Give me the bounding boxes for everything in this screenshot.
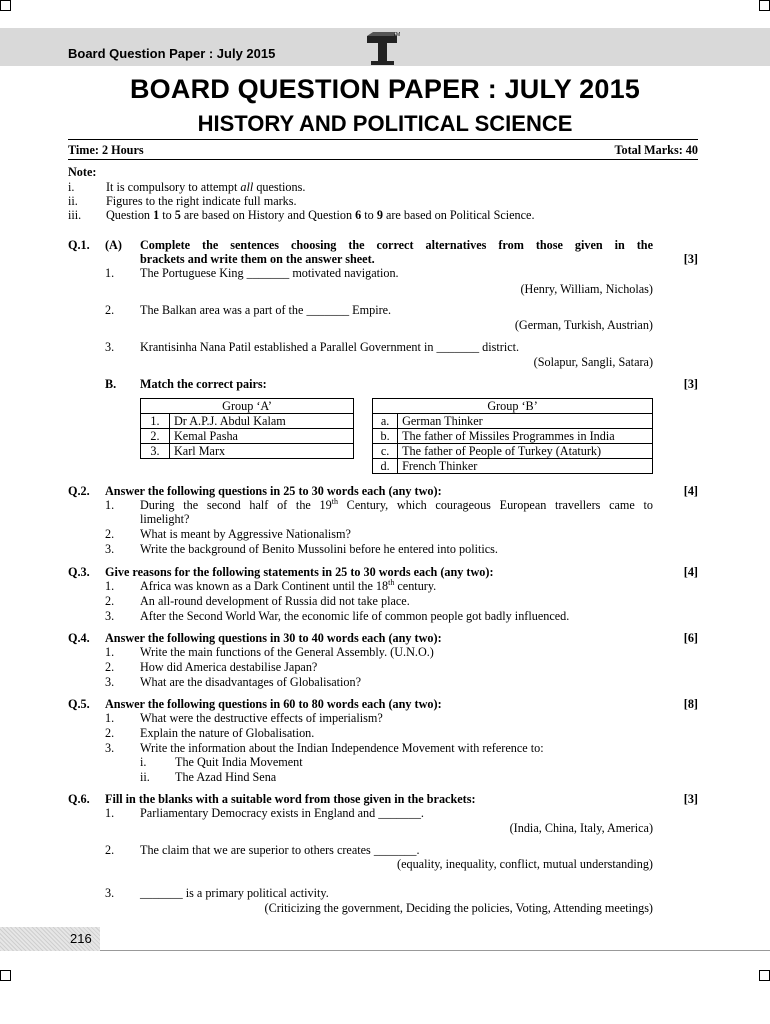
question-item: The Balkan area was a part of the _______ Empire.: [140, 303, 392, 317]
question-item: During the second half of the 19th Century, which courageous European travellers came to: [140, 496, 654, 512]
question-instruction: brackets and write them on the answer sheet.: [140, 252, 375, 266]
footer-divider: [100, 950, 770, 951]
item-number: 1.: [105, 498, 115, 512]
question-number: Q.4.: [68, 631, 90, 645]
item-number: 3.: [105, 886, 115, 900]
row-letter: b.: [373, 429, 398, 444]
section-label: B.: [105, 377, 117, 391]
question-item: Krantisinha Nana Patil established a Parallel Government in _______ district.: [140, 340, 520, 354]
group-b-cell: The father of Missiles Programmes in India: [398, 429, 653, 444]
group-a-cell: Kemal Pasha: [170, 429, 354, 444]
marks: [4]: [683, 484, 698, 498]
question-item: After the Second World War, the economic life of common people got badly influenced.: [140, 609, 570, 623]
table-row: [141, 459, 653, 474]
question-item: _______ is a primary political activity.: [140, 886, 329, 900]
table-row: [141, 414, 653, 429]
options: (equality, inequality, conflict, mutual understanding): [397, 857, 653, 871]
question-item: How did America destabilise Japan?: [140, 660, 318, 674]
item-number: 1.: [105, 806, 115, 820]
item-number: 3.: [105, 542, 115, 556]
item-number: 3.: [105, 340, 115, 354]
question-item: What is meant by Aggressive Nationalism?: [140, 527, 351, 541]
running-title: Board Question Paper : July 2015: [68, 46, 276, 61]
crop-mark: [0, 0, 11, 11]
section-label: (A): [105, 238, 122, 252]
divider: [68, 159, 698, 160]
marks: [6]: [683, 631, 698, 645]
table-row: [141, 429, 653, 444]
row-number: [141, 459, 170, 474]
note-num: i.: [68, 180, 75, 194]
match-table: [140, 398, 653, 474]
item-number: 1.: [105, 645, 115, 659]
item-number: 3.: [105, 675, 115, 689]
question-item: Write the information about the Indian Independence Movement with reference to:: [140, 741, 544, 755]
question-item: What are the disadvantages of Globalisation?: [140, 675, 361, 689]
note-item: Question 1 to 5 are based on History and Question 6 to 9 are based on Political Science.: [106, 208, 535, 222]
item-number: 2.: [105, 303, 115, 317]
page-title: BOARD QUESTION PAPER : JULY 2015: [129, 74, 641, 104]
question-number: Q.5.: [68, 697, 90, 711]
subject-title: HISTORY AND POLITICAL SCIENCE: [197, 111, 573, 136]
question-instruction: Answer the following questions in 30 to 40 words each (any two):: [105, 631, 442, 645]
sub-item-number: i.: [140, 755, 147, 769]
note-label: Note:: [68, 165, 97, 179]
note-num: iii.: [68, 208, 82, 222]
crop-mark: [759, 0, 770, 11]
note-num: ii.: [68, 194, 78, 208]
crop-mark: [759, 970, 770, 981]
options: (India, China, Italy, America): [509, 821, 653, 835]
table-row: [141, 444, 653, 459]
row-number: 2.: [141, 429, 170, 444]
spacer-cell: [354, 399, 373, 414]
item-number: 2.: [105, 594, 115, 608]
spacer-cell: [354, 459, 373, 474]
options: (German, Turkish, Austrian): [514, 318, 653, 332]
question-item: The claim that we are superior to others creates _______.: [140, 843, 420, 857]
question-item: The Portuguese King _______ motivated navigation.: [140, 266, 399, 280]
page-number: 216: [70, 931, 92, 946]
table-header-row: [141, 399, 653, 414]
group-a-cell: [170, 459, 354, 474]
question-item: Parliamentary Democracy exists in England and _______.: [140, 806, 424, 820]
crop-mark: [0, 970, 11, 981]
question-number: Q.6.: [68, 792, 90, 806]
svg-text:TM: TM: [393, 32, 401, 38]
item-number: 3.: [105, 609, 115, 623]
spacer-cell: [354, 429, 373, 444]
question-instruction: Answer the following questions in 60 to 80 words each (any two):: [105, 697, 442, 711]
marks: [3]: [683, 252, 698, 266]
options: (Henry, William, Nicholas): [520, 282, 653, 296]
marks: [4]: [683, 565, 698, 579]
question-instruction: Fill in the blanks with a suitable word from those given in the brackets:: [105, 792, 476, 806]
question-number: Q.1.: [68, 238, 90, 252]
row-number: 3.: [141, 444, 170, 459]
group-a-cell: Dr A.P.J. Abdul Kalam: [170, 414, 354, 429]
item-number: 2.: [105, 843, 115, 857]
total-marks: Total Marks: 40: [614, 143, 698, 157]
item-number: 2.: [105, 527, 115, 541]
group-b-cell: German Thinker: [398, 414, 653, 429]
time-label: Time: 2 Hours: [68, 143, 144, 157]
question-item: Africa was known as a Dark Continent until the 18th century.: [140, 577, 437, 593]
marks: [8]: [683, 697, 698, 711]
question-item: Write the background of Benito Mussolini before he entered into politics.: [140, 542, 498, 556]
spacer-cell: [354, 444, 373, 459]
marks: [3]: [683, 377, 698, 391]
row-letter: a.: [373, 414, 398, 429]
sub-item-number: ii.: [140, 770, 150, 784]
note-item: Figures to the right indicate full marks.: [106, 194, 297, 208]
group-b-cell: The father of People of Turkey (Ataturk): [398, 444, 653, 459]
group-b-cell: French Thinker: [398, 459, 653, 474]
item-number: 1.: [105, 579, 115, 593]
question-instruction: Complete the sentences choosing the correct alternatives from those given in the: [140, 238, 653, 252]
sub-item: The Azad Hind Sena: [175, 770, 277, 784]
item-number: 3.: [105, 741, 115, 755]
question-item: An all-round development of Russia did not take place.: [140, 594, 410, 608]
question-number: Q.2.: [68, 484, 90, 498]
item-number: 1.: [105, 711, 115, 725]
publisher-logo-icon: [363, 30, 403, 68]
options: (Solapur, Sangli, Satara): [533, 355, 653, 369]
options: (Criticizing the government, Deciding the policies, Voting, Attending meetings): [264, 901, 653, 915]
question-instruction: Give reasons for the following statements in 25 to 30 words each (any two):: [105, 565, 494, 579]
column-header: Group ‘A’: [141, 399, 354, 414]
question-number: Q.3.: [68, 565, 90, 579]
question-item: Write the main functions of the General Assembly. (U.N.O.): [140, 645, 434, 659]
question-item: Explain the nature of Globalisation.: [140, 726, 315, 740]
spacer-cell: [354, 414, 373, 429]
column-header: Group ‘B’: [373, 399, 653, 414]
question-instruction: Match the correct pairs:: [140, 377, 267, 391]
row-letter: c.: [373, 444, 398, 459]
row-number: 1.: [141, 414, 170, 429]
divider: [68, 139, 698, 140]
question-instruction: Answer the following questions in 25 to 30 words each (any two):: [105, 484, 442, 498]
sub-item: The Quit India Movement: [175, 755, 303, 769]
row-letter: d.: [373, 459, 398, 474]
note-item: It is compulsory to attempt all questions.: [106, 180, 306, 194]
marks: [3]: [683, 792, 698, 806]
group-a-cell: Karl Marx: [170, 444, 354, 459]
item-number: 1.: [105, 266, 115, 280]
item-number: 2.: [105, 660, 115, 674]
item-number: 2.: [105, 726, 115, 740]
question-item: limelight?: [140, 512, 190, 526]
question-item: What were the destructive effects of imperialism?: [140, 711, 383, 725]
